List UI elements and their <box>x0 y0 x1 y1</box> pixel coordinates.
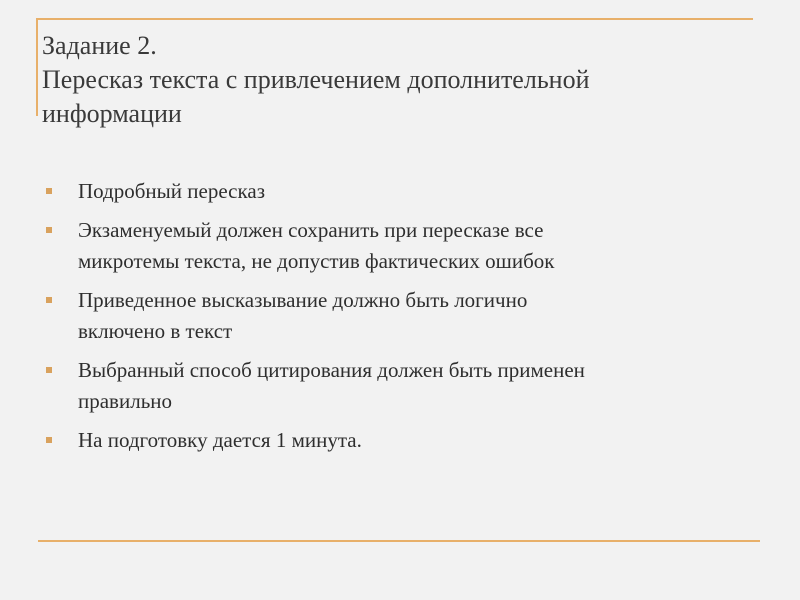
bullet-line: Приведенное высказывание должно быть логично <box>78 288 528 312</box>
slide-title <box>42 29 762 131</box>
bullet-text <box>78 425 742 456</box>
bullet-text <box>78 176 742 207</box>
bullet-text <box>78 355 742 417</box>
bullet-line: Подробный пересказ <box>78 179 265 203</box>
title-line: Задание 2. <box>42 31 157 60</box>
top-accent-rule <box>36 18 753 20</box>
bullet-square-icon <box>46 437 52 443</box>
bullet-item <box>42 355 742 417</box>
bullet-line: Экзаменуемый должен сохранить при пересказе все <box>78 218 544 242</box>
bullet-list <box>42 176 742 464</box>
bullet-item <box>42 285 742 347</box>
bullet-item <box>42 176 742 207</box>
title-line: информации <box>42 99 182 128</box>
bullet-square-icon <box>46 227 52 233</box>
bullet-square-icon <box>46 188 52 194</box>
bullet-square-icon <box>46 297 52 303</box>
bullet-text <box>78 215 742 277</box>
left-accent-rule <box>36 18 38 116</box>
bullet-line: правильно <box>78 389 173 413</box>
bullet-square-icon <box>46 367 52 373</box>
bullet-line: включено в текст <box>78 319 233 343</box>
bullet-item <box>42 425 742 456</box>
bullet-line: Выбранный способ цитирования должен быть применен <box>78 358 585 382</box>
bullet-line: микротемы текста, не допустив фактических ошибок <box>78 249 555 273</box>
bullet-text <box>78 285 742 347</box>
bottom-accent-rule <box>38 540 760 542</box>
bullet-item <box>42 215 742 277</box>
title-line: Пересказ текста с привлечением дополнительной <box>42 65 590 94</box>
bullet-line: На подготовку дается 1 минута. <box>78 428 362 452</box>
